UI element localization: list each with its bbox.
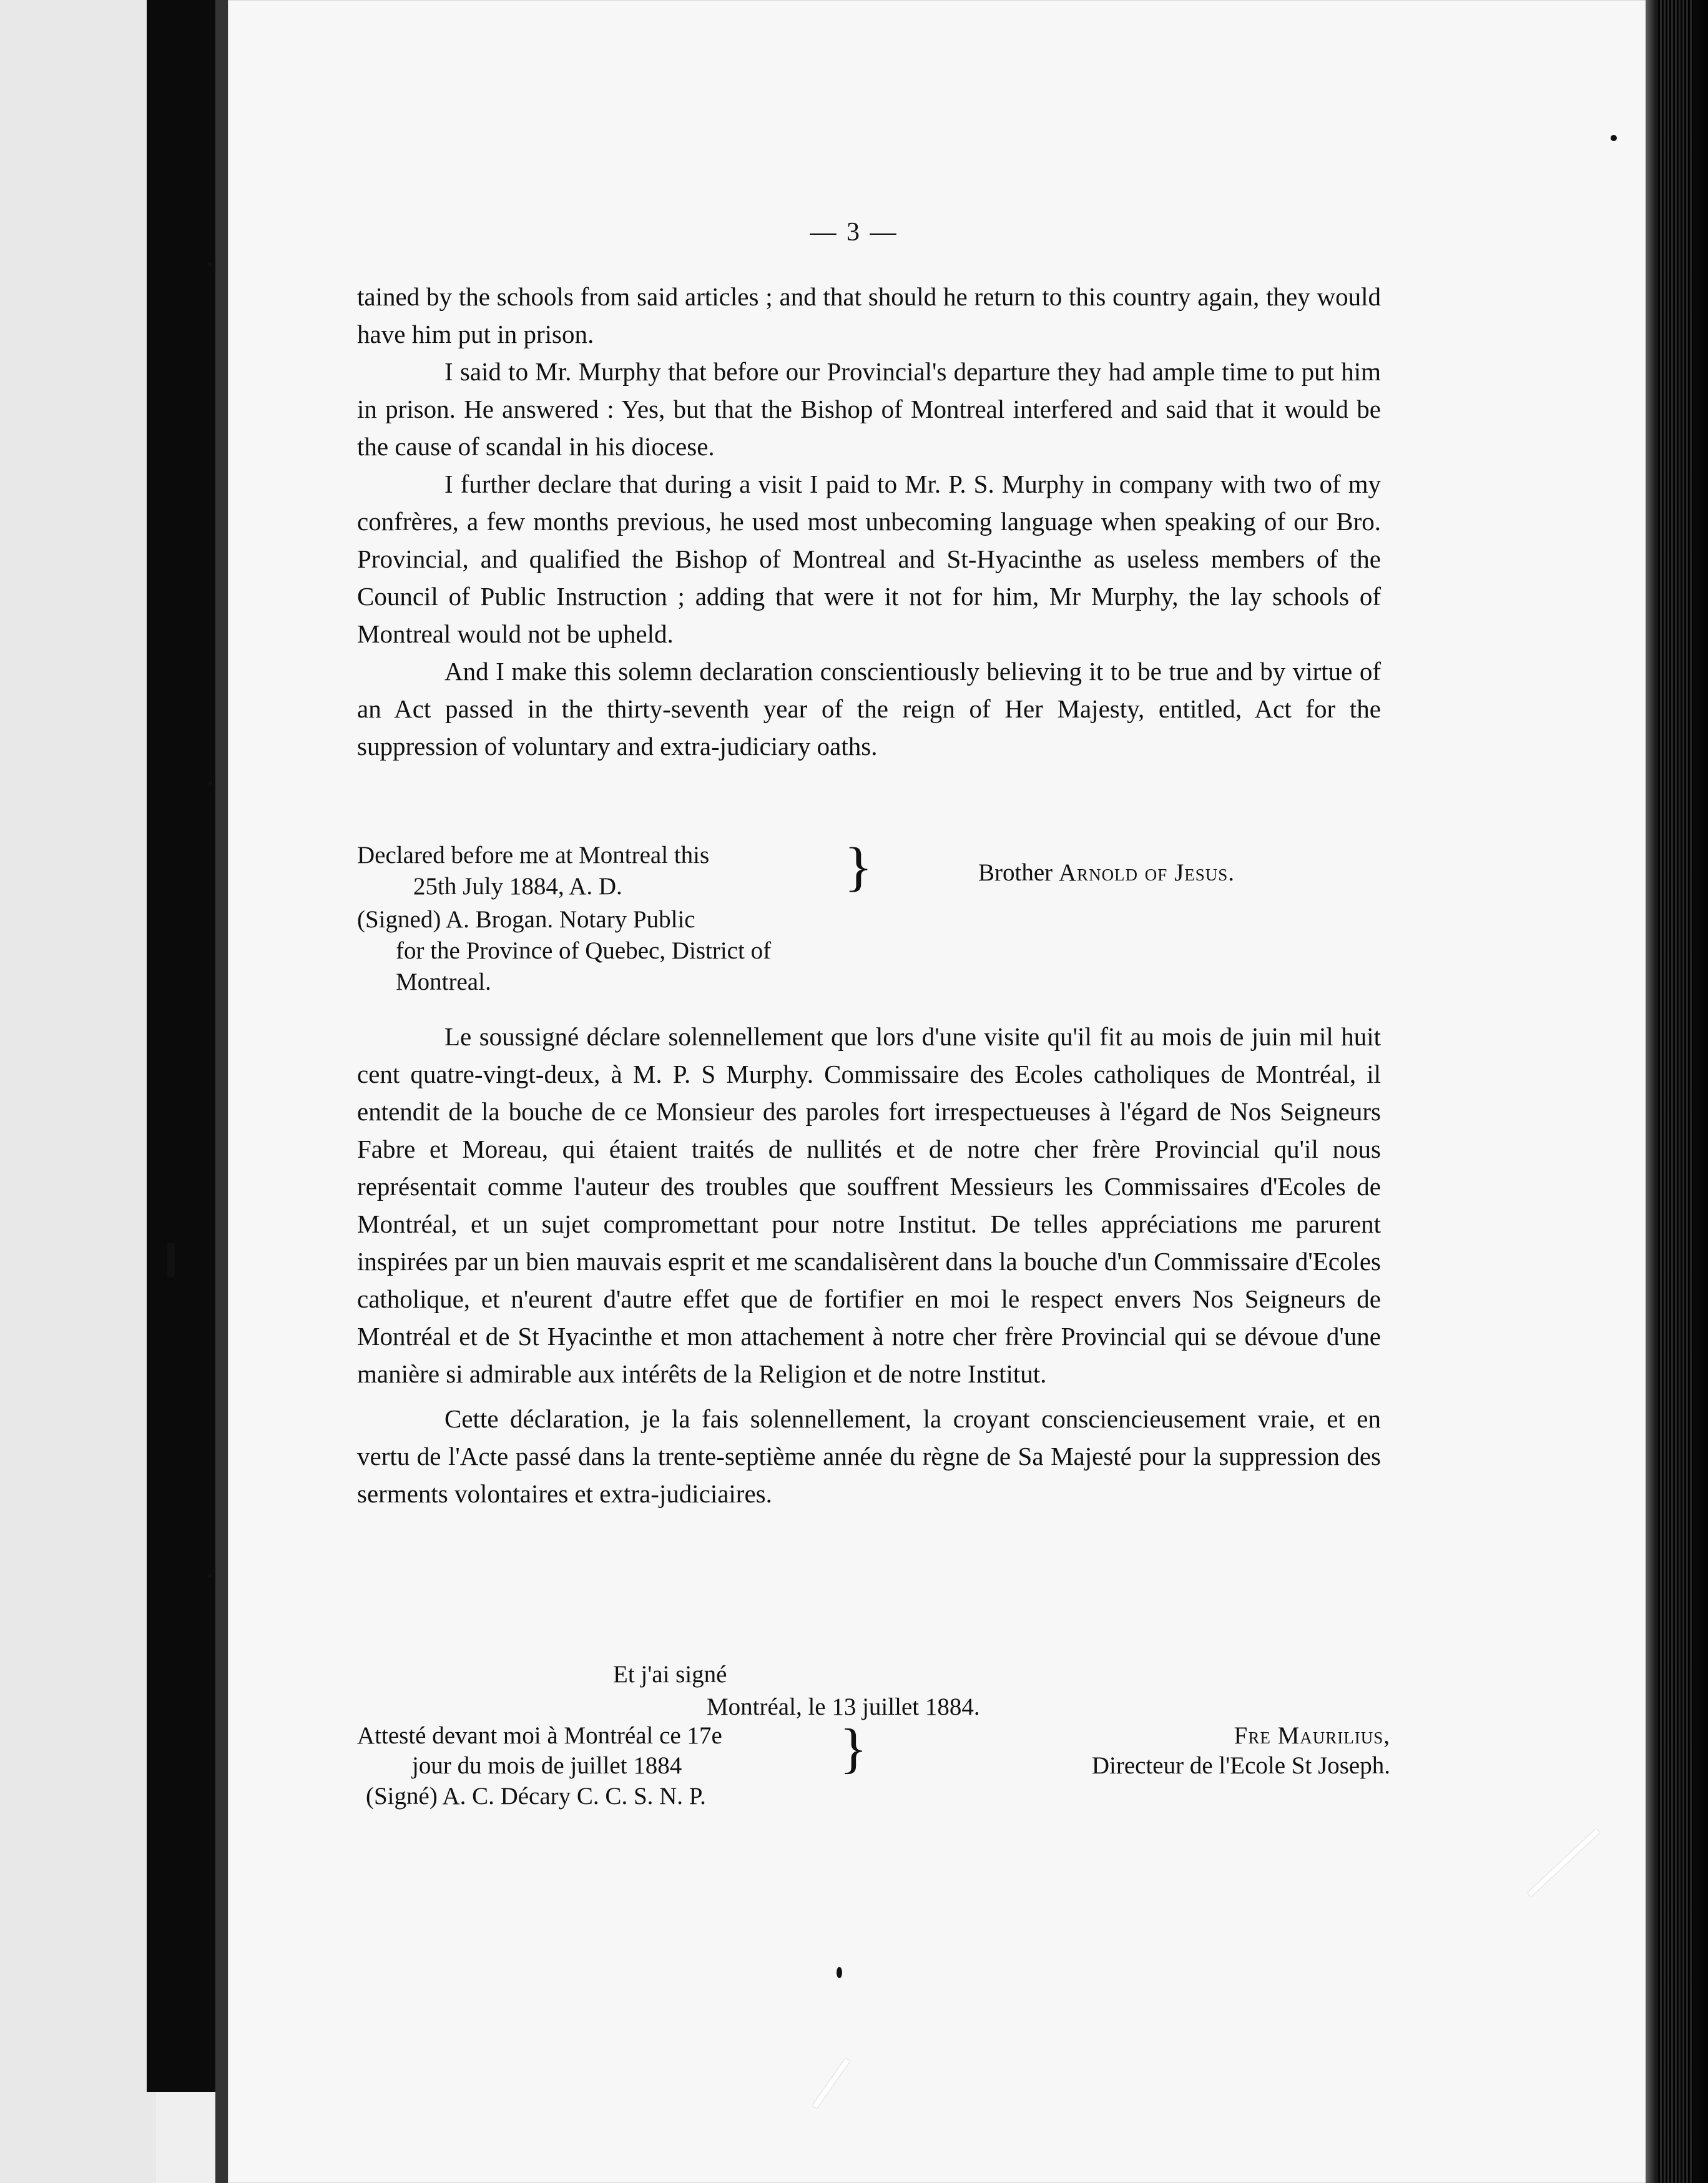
montreal-date: Montréal, le 13 juillet 1884.: [707, 1693, 980, 1720]
left-binding-dark: [147, 0, 215, 2092]
declared-line-2: 25th July 1884, A. D.: [413, 873, 622, 900]
signer-title: Directeur de l'Ecole St Joseph.: [1091, 1752, 1390, 1779]
left-margin-strip: [0, 0, 156, 2183]
attestation-brace: }: [840, 1718, 868, 1779]
french-signature-block: [357, 1660, 1390, 1810]
ink-speck-4: [208, 262, 212, 267]
right-binding-lines: [1658, 0, 1693, 2183]
french-paragraph-2: Cette déclaration, je la fais solennellement, la croyant consciencieusement vraie, et en vertu de l'Acte passé dans la trente-septième année du règne de Sa Majesté pour la suppression des serments volontaires et extra-judiciaires.: [357, 1404, 1381, 1508]
signed-text: Et j'ai signé: [613, 1661, 727, 1688]
attestation-line-1: Attesté devant moi à Montréal ce 17e: [357, 1722, 722, 1749]
ink-speck-5: [208, 781, 212, 785]
page-number: — 3 —: [810, 218, 898, 247]
french-paragraph-1: Le soussigné déclare solennellement que lors d'une visite qu'il fit au mois de juin mil huit cent quatre-vingt-deux, à M. P. S Murphy. Commissaire des Ecoles catholiques de Montréal, il entendit de la bouche de ce Monsieur des paroles fort irrespectueuses à l'égard de Nos Seigneurs Fabre et Moreau, qui étaient traités de nullités et de notre cher frère Provincial qu'il nous représentait comme l'auteur des troubles que souffrent Messieurs les Commissaires d'Ecoles de Montréal, et un sujet compromettant pour notre Institut. De telles appréciations me parurent inspirées par un bien mauvais esprit et me scandalisèrent dans la bouche d'un Commissaire d'Ecoles catholique, et n'eurent d'autre effet que de fortifier en moi le respect envers Nos Seigneurs de Montréal et de St Hyacinthe et mon attachement à notre cher frère Provincial qui se dévoue d'une manière si admirable aux intérêts de la Religion et de notre Institut.: [357, 1022, 1381, 1388]
attestation-line-2: jour du mois de juillet 1884: [412, 1752, 682, 1779]
brother-name: Arnold of Jesus.: [1058, 859, 1235, 886]
english-paragraph-4: And I make this solemn declaration conscientiously believing it to be true and by virtue of an Act passed in the thirty-seventh year of the reign of Her Majesty, entitled, Act for the suppression of voluntary and extra-judiciary oaths.: [357, 657, 1381, 761]
french-declaration-text: [357, 1018, 1381, 1512]
english-paragraph-3: I further declare that during a visit I paid to Mr. P. S. Murphy in company with two of my confrères, a few months previous, he used most unbecoming language when speaking of our Bro. Provincial, and qualified the Bishop of Montreal and St-Hyacinthe as useless members of the Council of Public Instruction ; adding that were it not for him, Mr Murphy, the lay schools of Montreal would not be upheld.: [357, 470, 1381, 648]
notary-line-1: (Signed) A. Brogan. Notary Public: [357, 906, 695, 933]
ink-speck-2: [837, 1967, 842, 1978]
english-paragraph-2: I said to Mr. Murphy that before our Provincial's departure they had ample time to put him in prison. He answered : Yes, but that the Bishop of Montreal interfered and said that it would be the cause of scandal in his diocese.: [357, 357, 1381, 461]
attestation-text: [357, 1721, 838, 1781]
ink-speck-3: [167, 1243, 175, 1278]
english-signature-block: [357, 836, 1381, 1002]
ink-speck-6: [208, 1574, 212, 1578]
english-paragraph-1: tained by the schools from said articles ; and that should he return to this country again, they would have him put in prison.: [357, 282, 1381, 348]
brother-prefix: Brother: [978, 859, 1053, 886]
signed-by-line: (Signé) A. C. Décary C. C. S. N. P.: [366, 1783, 706, 1810]
notary-line-2: for the Province of Quebec, District of Montreal.: [396, 937, 772, 995]
notary-signature: [357, 904, 856, 998]
ink-speck-1: [1611, 135, 1617, 141]
left-binding-edge: [215, 0, 228, 2183]
declaration-brace: }: [844, 836, 873, 897]
english-declaration-text: [357, 278, 1381, 765]
declared-line-1: Declared before me at Montreal this: [357, 842, 710, 869]
signer-name: Fre Maurilius,: [1234, 1722, 1390, 1749]
brother-signature: [978, 857, 1365, 889]
declared-before-text: [357, 840, 844, 902]
french-signer: [953, 1721, 1390, 1781]
